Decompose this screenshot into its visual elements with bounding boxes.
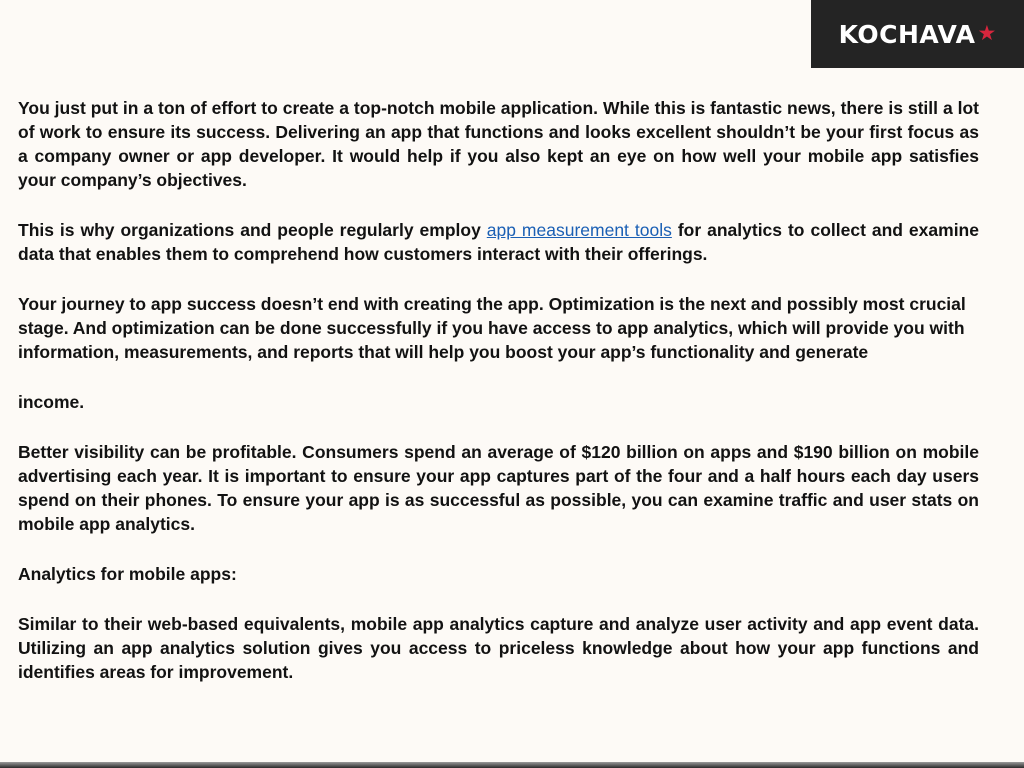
logo-banner — [811, 0, 1024, 68]
paragraph-intro: You just put in a ton of effort to create a top-notch mobile application. While this is fantastic news, there is still a lot of work to ensure its success. Delivering an app that functions and looks excellent shouldn’t be your first focus as a company owner or app developer. It would help if you also kept an eye on how well your mobile app satisfies your company’s objectives. — [18, 98, 979, 190]
paragraph-tools-text-start: This is why organizations and people regularly employ — [18, 220, 487, 240]
app-measurement-tools-link[interactable]: app measurement tools — [486, 220, 672, 240]
article-body — [18, 96, 979, 710]
paragraph-tools-text-end: for analytics to collect and examine data that enables them to comprehend how customers interact with their offerings. — [18, 220, 979, 264]
paragraph-income: income. — [18, 392, 85, 412]
paragraph-analytics: Similar to their web-based equivalents, mobile app analytics capture and analyze user activity and app event data. Utilizing an app analytics solution gives you access to priceless knowledge about how your app functions and identifies areas for improvement. — [18, 614, 979, 682]
bottom-divider — [0, 762, 1024, 768]
section-heading: Analytics for mobile apps: — [18, 564, 237, 584]
star-icon: ★ — [977, 21, 997, 45]
paragraph-optimization: Your journey to app success doesn’t end with creating the app. Optimization is the next and possibly most crucial stage. And optimization can be done successfully if you have access to app analytics, which will provide you with information, measurements, and reports that will help you boost your app’s functionality and generate — [18, 294, 966, 362]
paragraph-visibility: Better visibility can be profitable. Consumers spend an average of $120 billion on apps and $190 billion on mobile advertising each year. It is important to ensure your app captures part of the four and a half hours each day users spend on their phones. To ensure your app is as successful as possible, you can examine traffic and user stats on mobile app analytics. — [18, 442, 979, 534]
paragraph-tools — [18, 218, 979, 266]
logo-text: KOCHAVA — [838, 19, 976, 49]
